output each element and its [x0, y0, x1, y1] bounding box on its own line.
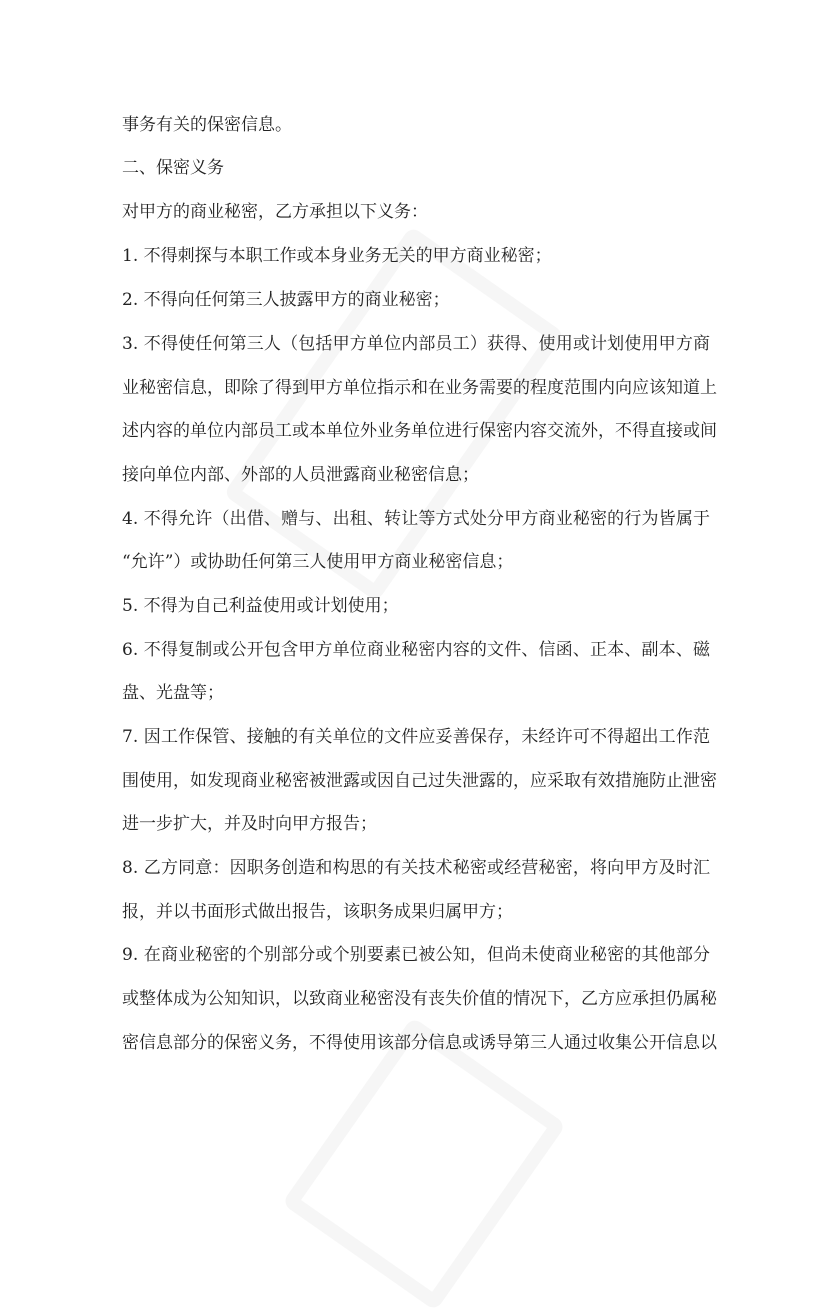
text-line: 7. 因工作保管、接触的有关单位的文件应妥善保存，未经许可不得超出工作范 [122, 727, 710, 747]
text-line: 5. 不得为自己利益使用或计划使用； [122, 596, 399, 616]
text-line: 1. 不得刺探与本职工作或本身业务无关的甲方商业秘密； [122, 246, 552, 266]
watermark-logo [282, 1017, 567, 1311]
text-line: “允许”）或协助任何第三人使用甲方商业秘密信息； [122, 552, 514, 572]
watermark-logo [223, 226, 565, 603]
text-line: 接向单位内部、外部的人员泄露商业秘密信息； [122, 465, 479, 485]
text-line: 述内容的单位内部员工或本单位外业务单位进行保密内容交流外，不得直接或间 [122, 421, 717, 441]
text-line: 9. 在商业秘密的个别部分或个别要素已被公知，但尚未使商业秘密的其他部分 [122, 945, 710, 965]
text-line: 进一步扩大，并及时向甲方报告； [122, 814, 377, 834]
text-line: 密信息部分的保密义务，不得使用该部分信息或诱导第三人通过收集公开信息以 [122, 1033, 717, 1053]
text-line: 业秘密信息，即除了得到甲方单位指示和在业务需要的程度范围内向应该知道上 [122, 378, 717, 398]
text-line: 2. 不得向任何第三人披露甲方的商业秘密； [122, 290, 450, 310]
text-line: 3. 不得使任何第三人（包括甲方单位内部员工）获得、使用或计划使用甲方商 [122, 334, 710, 354]
text-line: 事务有关的保密信息。 [122, 115, 292, 135]
text-line: 盘、光盘等； [122, 683, 224, 703]
text-line: 6. 不得复制或公开包含甲方单位商业秘密内容的文件、信函、正本、副本、磁 [122, 640, 710, 660]
text-line: 二、保密义务 [122, 158, 224, 178]
text-line: 报，并以书面形式做出报告，该职务成果归属甲方； [122, 902, 513, 922]
text-line: 围使用，如发现商业秘密被泄露或因自己过失泄露的，应采取有效措施防止泄密 [122, 771, 717, 791]
text-line: 或整体成为公知知识，以致商业秘密没有丧失价值的情况下，乙方应承担仍属秘 [122, 989, 717, 1009]
text-line: 对甲方的商业秘密，乙方承担以下义务： [122, 202, 428, 222]
text-line: 8. 乙方同意：因职务创造和构思的有关技术秘密或经营秘密，将向甲方及时汇 [122, 858, 710, 878]
text-line: 4. 不得允许（出借、赠与、出租、转让等方式处分甲方商业秘密的行为皆属于 [122, 509, 710, 529]
